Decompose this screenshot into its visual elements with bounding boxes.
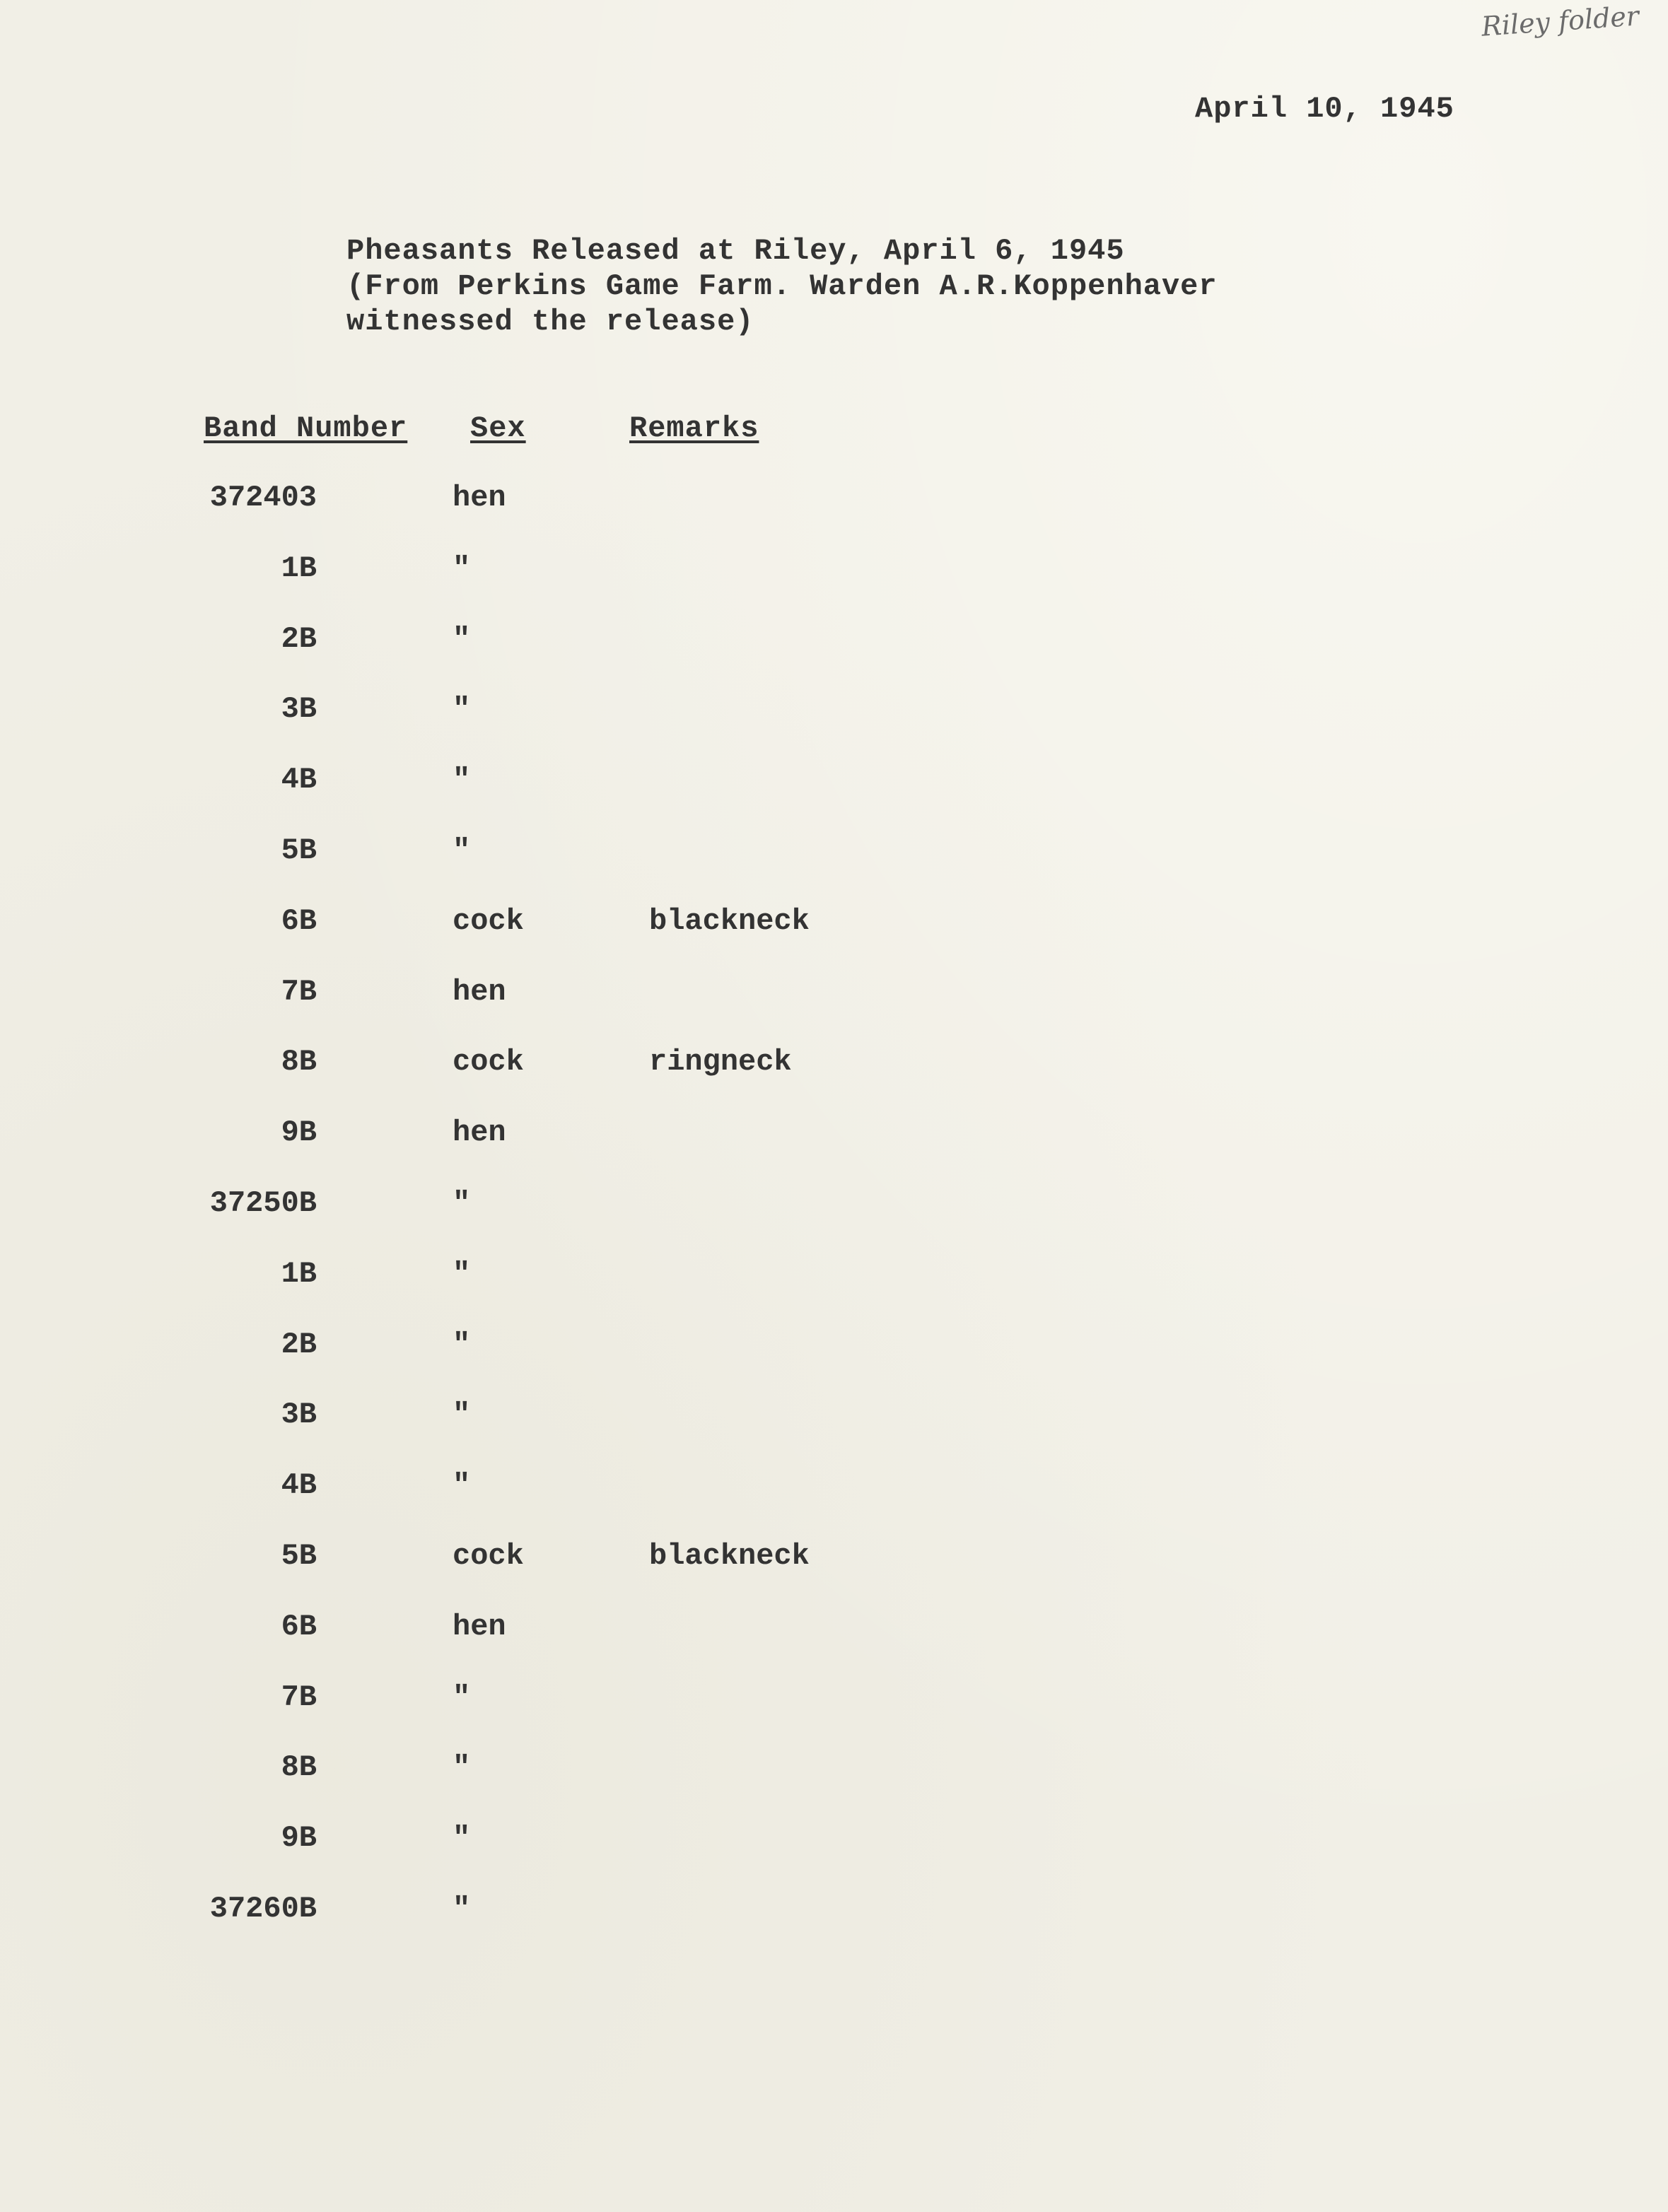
header-remarks: Remarks bbox=[629, 411, 759, 445]
band-number-cell: 2B bbox=[281, 1328, 317, 1362]
document-date: April 10, 1945 bbox=[1195, 92, 1454, 126]
table-row bbox=[0, 1892, 919, 1927]
table-row bbox=[0, 1257, 919, 1292]
table-row bbox=[0, 481, 919, 516]
band-number-cell: 3B bbox=[281, 1398, 317, 1432]
table-row bbox=[0, 904, 919, 940]
table-row bbox=[0, 1539, 919, 1574]
sex-cell: " bbox=[453, 1328, 471, 1362]
table-row bbox=[0, 1116, 919, 1151]
title-line-3: witnessed the release) bbox=[346, 305, 754, 339]
title-line-1: Pheasants Released at Riley, April 6, 1945 bbox=[346, 234, 1125, 268]
band-number-cell: 6B bbox=[281, 1610, 317, 1644]
band-number-cell: 5B bbox=[281, 1539, 317, 1573]
band-number-cell: 1B bbox=[281, 1257, 317, 1291]
band-number-cell: 3B bbox=[281, 692, 317, 726]
sex-cell: hen bbox=[453, 481, 506, 515]
table-row bbox=[0, 622, 919, 657]
sex-cell: " bbox=[453, 763, 471, 797]
band-number-cell: 6B bbox=[281, 904, 317, 938]
sex-cell: cock bbox=[453, 1045, 524, 1079]
document-title-block bbox=[346, 233, 1218, 339]
sex-cell: " bbox=[453, 551, 471, 585]
table-row bbox=[0, 975, 919, 1010]
table-row bbox=[0, 833, 919, 869]
handwritten-note: Riley folder bbox=[1480, 0, 1640, 42]
sex-cell: " bbox=[453, 1257, 471, 1291]
sex-cell: hen bbox=[453, 975, 506, 1009]
remarks-cell: blackneck bbox=[649, 904, 810, 938]
sex-cell: " bbox=[453, 622, 471, 656]
sex-cell: hen bbox=[453, 1610, 506, 1644]
table-row bbox=[0, 551, 919, 587]
sex-cell: " bbox=[453, 1186, 471, 1220]
sex-cell: " bbox=[453, 1892, 471, 1926]
sex-cell: " bbox=[453, 833, 471, 867]
sex-cell: hen bbox=[453, 1116, 506, 1149]
band-number-cell: 5B bbox=[281, 833, 317, 867]
table-row bbox=[0, 1045, 919, 1080]
table-row bbox=[0, 692, 919, 727]
band-number-cell: 8B bbox=[281, 1045, 317, 1079]
sex-cell: " bbox=[453, 1821, 471, 1855]
title-line-2: (From Perkins Game Farm. Warden A.R.Koppenhaver bbox=[346, 269, 1218, 303]
band-number-cell: 4B bbox=[281, 1468, 317, 1502]
remarks-cell: ringneck bbox=[649, 1045, 792, 1079]
band-number-cell: 4B bbox=[281, 763, 317, 797]
band-number-cell: 9B bbox=[281, 1116, 317, 1149]
table-row bbox=[0, 1680, 919, 1716]
sex-cell: " bbox=[453, 1398, 471, 1432]
table-row bbox=[0, 1821, 919, 1856]
remarks-cell: blackneck bbox=[649, 1539, 810, 1573]
sex-cell: cock bbox=[453, 1539, 524, 1573]
band-number-cell: 37250B bbox=[209, 1186, 317, 1220]
band-number-cell: 1B bbox=[281, 551, 317, 585]
table-row bbox=[0, 1468, 919, 1504]
band-number-cell: 7B bbox=[281, 1680, 317, 1714]
band-number-cell: 372403 bbox=[209, 481, 317, 515]
table-row bbox=[0, 763, 919, 798]
header-sex: Sex bbox=[470, 411, 526, 445]
table-row bbox=[0, 1186, 919, 1222]
table-row bbox=[0, 1398, 919, 1433]
band-number-cell: 8B bbox=[281, 1750, 317, 1784]
band-number-cell: 7B bbox=[281, 975, 317, 1009]
table-row bbox=[0, 1610, 919, 1645]
table-row bbox=[0, 1328, 919, 1363]
sex-cell: cock bbox=[453, 904, 524, 938]
sex-cell: " bbox=[453, 692, 471, 726]
band-number-cell: 2B bbox=[281, 622, 317, 656]
band-number-cell: 9B bbox=[281, 1821, 317, 1855]
sex-cell: " bbox=[453, 1468, 471, 1502]
header-band-number: Band Number bbox=[204, 411, 408, 445]
sex-cell: " bbox=[453, 1750, 471, 1784]
band-number-cell: 37260B bbox=[209, 1892, 317, 1926]
sex-cell: " bbox=[453, 1680, 471, 1714]
table-row bbox=[0, 1750, 919, 1786]
